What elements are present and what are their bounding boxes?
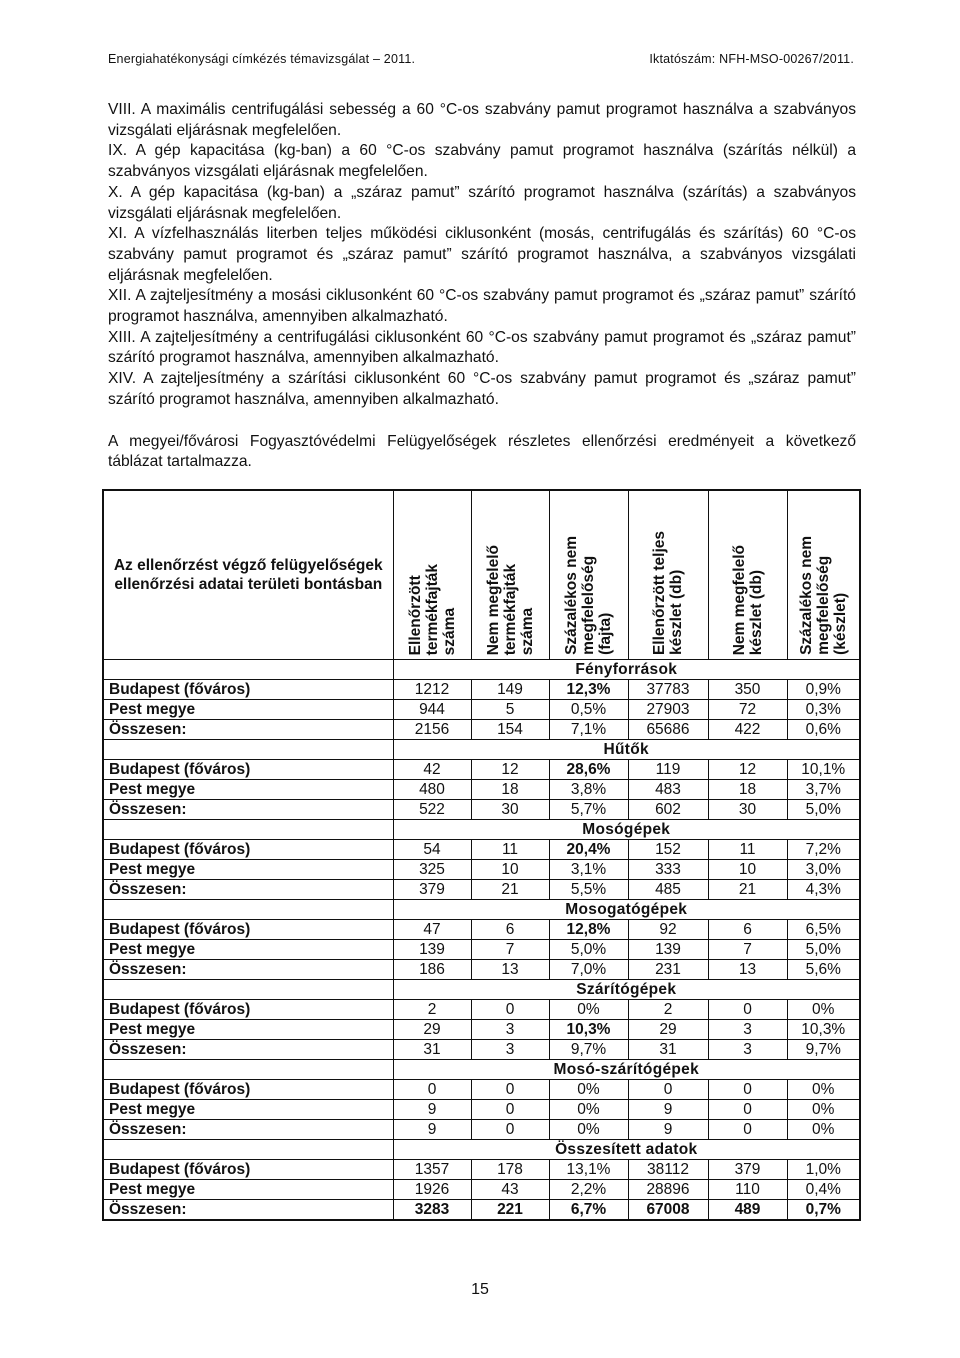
- section-blank-cell: [103, 900, 393, 920]
- row-label: Budapest (főváros): [103, 1000, 393, 1020]
- table-cell: 139: [393, 940, 471, 960]
- table-cell: 1926: [393, 1180, 471, 1200]
- table-row: [103, 1160, 860, 1180]
- table-cell: 333: [628, 860, 708, 880]
- table-cell: 7: [708, 940, 787, 960]
- table-cell: 0,6%: [787, 720, 860, 740]
- table-cell: 110: [708, 1180, 787, 1200]
- table-cell: 480: [393, 780, 471, 800]
- row-label: Összesen:: [103, 1120, 393, 1140]
- section-header-row: [103, 820, 860, 840]
- section-blank-cell: [103, 1060, 393, 1080]
- table-cell: 7,1%: [549, 720, 628, 740]
- table-cell: 0%: [549, 1080, 628, 1100]
- table-cell: 0: [471, 1120, 549, 1140]
- table-cell: 2,2%: [549, 1180, 628, 1200]
- col-header-pct-noncompliance-type: Százalékos nem megfelelőség (fajta): [549, 490, 628, 660]
- row-label: Összesen:: [103, 1200, 393, 1221]
- table-row: [103, 760, 860, 780]
- row-label: Pest megye: [103, 1100, 393, 1120]
- table-cell: 152: [628, 840, 708, 860]
- table-cell: 4,3%: [787, 880, 860, 900]
- table-cell: 0,3%: [787, 700, 860, 720]
- section-blank-cell: [103, 660, 393, 680]
- section-header-row: [103, 1060, 860, 1080]
- table-cell: 0%: [787, 1080, 860, 1100]
- section-title: Mosó-szárítógépek: [393, 1060, 860, 1080]
- header-document-title: Energiahatékonysági címkézés témavizsgálat – 2011.: [108, 52, 416, 66]
- section-title: Összesített adatok: [393, 1140, 860, 1160]
- table-cell: 350: [708, 680, 787, 700]
- table-row: [103, 700, 860, 720]
- table-cell: 12,8%: [549, 920, 628, 940]
- table-cell: 5,5%: [549, 880, 628, 900]
- table-row: [103, 800, 860, 820]
- table-cell: 0: [708, 1080, 787, 1100]
- table-cell: 0%: [549, 1100, 628, 1120]
- table-cell: 5,0%: [549, 940, 628, 960]
- section-blank-cell: [103, 740, 393, 760]
- table-cell: 0%: [787, 1100, 860, 1120]
- table-cell: 29: [393, 1020, 471, 1040]
- col-header-checked-stock: Ellenőrzött teljes készlet (db): [628, 490, 708, 660]
- table-cell: 11: [471, 840, 549, 860]
- table-row: [103, 960, 860, 980]
- table-cell: 47: [393, 920, 471, 940]
- section-header-row: [103, 1140, 860, 1160]
- table-header-row: [103, 490, 860, 660]
- row-label: Pest megye: [103, 940, 393, 960]
- table-row: [103, 1080, 860, 1100]
- body-text: [108, 100, 856, 473]
- table-cell: 18: [471, 780, 549, 800]
- table-cell: 13: [708, 960, 787, 980]
- table-cell: 9: [393, 1120, 471, 1140]
- table-cell: 0: [708, 1000, 787, 1020]
- table-cell: 3,1%: [549, 860, 628, 880]
- section-title: Mosogatógépek: [393, 900, 860, 920]
- row-label: Pest megye: [103, 700, 393, 720]
- paragraph-xii: XII. A zajteljesítmény a mosási ciklusonként 60 °C-os szabvány pamut programot és „száraz pamut” szárító programot használva, amennyiben alkalmazható.: [108, 287, 856, 326]
- table-cell: 483: [628, 780, 708, 800]
- table-cell: 27903: [628, 700, 708, 720]
- table-cell: 9,7%: [787, 1040, 860, 1060]
- row-label: Összesen:: [103, 800, 393, 820]
- section-header-row: [103, 660, 860, 680]
- table-cell: 3: [708, 1020, 787, 1040]
- table-row: [103, 860, 860, 880]
- table-row: [103, 920, 860, 940]
- paragraph-xi: XI. A vízfelhasználás literben teljes működési ciklusonként (mosás, centrifugálás és szárítás) 60 °C-os szabvány pamut programot és „száraz pamut” szárító programot használva, a szabványos vizsgálati eljárásnak megfelelően.: [108, 225, 856, 284]
- paragraph-xiii: XIII. A zajteljesítmény a centrifugálási ciklusonként 60 °C-os szabvány pamut programot és „száraz pamut” szárító programot használva, amennyiben alkalmazható.: [108, 328, 856, 367]
- table-cell: 5,6%: [787, 960, 860, 980]
- col-header-noncompliant-types: Nem megfelelő termékfajták száma: [471, 490, 549, 660]
- table-cell: 37783: [628, 680, 708, 700]
- table-cell: 139: [628, 940, 708, 960]
- table-cell: 602: [628, 800, 708, 820]
- table-cell: 119: [628, 760, 708, 780]
- table-cell: 18: [708, 780, 787, 800]
- table-body: [103, 660, 860, 1221]
- section-header-row: [103, 980, 860, 1000]
- table-cell: 186: [393, 960, 471, 980]
- table-cell: 20,4%: [549, 840, 628, 860]
- section-header-row: [103, 900, 860, 920]
- table-cell: 72: [708, 700, 787, 720]
- row-label: Budapest (főváros): [103, 920, 393, 940]
- table-cell: 3: [471, 1020, 549, 1040]
- table-cell: 0,9%: [787, 680, 860, 700]
- table-cell: 0: [628, 1080, 708, 1100]
- section-title: Hűtők: [393, 740, 860, 760]
- section-blank-cell: [103, 980, 393, 1000]
- table-cell: 0: [393, 1080, 471, 1100]
- row-label: Összesen:: [103, 880, 393, 900]
- table-row: [103, 940, 860, 960]
- table-cell: 9,7%: [549, 1040, 628, 1060]
- table-cell: 7,2%: [787, 840, 860, 860]
- table-row: [103, 1040, 860, 1060]
- table-intro: A megyei/fővárosi Fogyasztóvédelmi Felügyelőségek részletes ellenőrzési eredményeit a következő táblázat tartalmazza.: [108, 432, 856, 471]
- table-cell: 67008: [628, 1200, 708, 1221]
- table-cell: 2156: [393, 720, 471, 740]
- table-row: [103, 1100, 860, 1120]
- table-cell: 0%: [549, 1120, 628, 1140]
- row-label: Pest megye: [103, 780, 393, 800]
- table-cell: 0: [471, 1100, 549, 1120]
- col-header-noncompliant-stock: Nem megfelelő készlet (db): [708, 490, 787, 660]
- table-cell: 2: [628, 1000, 708, 1020]
- table-cell: 10,1%: [787, 760, 860, 780]
- table-cell: 178: [471, 1160, 549, 1180]
- row-label: Budapest (főváros): [103, 760, 393, 780]
- table-row: [103, 1200, 860, 1221]
- paragraph-xiv: XIV. A zajteljesítmény a szárítási ciklusonként 60 °C-os szabvány pamut programot és „száraz pamut” szárító programot használva, amennyiben alkalmazható.: [108, 370, 856, 408]
- row-label: Összesen:: [103, 1040, 393, 1060]
- table-cell: 10: [471, 860, 549, 880]
- table-cell: 5: [471, 700, 549, 720]
- row-label: Összesen:: [103, 960, 393, 980]
- row-label: Pest megye: [103, 1180, 393, 1200]
- table-row: [103, 780, 860, 800]
- table-cell: 2: [393, 1000, 471, 1020]
- paragraph-viii: VIII. A maximális centrifugálási sebesség a 60 °C-os szabvány pamut programot használva a szabványos vizsgálati eljárásnak megfelelően.: [108, 101, 856, 139]
- table-cell: 0,4%: [787, 1180, 860, 1200]
- table-row: [103, 1000, 860, 1020]
- paragraph-x: X. A gép kapacitása (kg-ban) a „száraz pamut” szárító programot használva (szárítás) a szabványos vizsgálati eljárásnak megfelelően.: [108, 183, 856, 222]
- table-cell: 0: [708, 1100, 787, 1120]
- row-label: Budapest (főváros): [103, 1160, 393, 1180]
- table-cell: 31: [393, 1040, 471, 1060]
- row-label: Budapest (főváros): [103, 1080, 393, 1100]
- table-cell: 9: [628, 1100, 708, 1120]
- table-cell: 0%: [787, 1120, 860, 1140]
- table-cell: 12: [471, 760, 549, 780]
- table-cell: 0%: [787, 1000, 860, 1020]
- table-cell: 6: [708, 920, 787, 940]
- table-row: [103, 1180, 860, 1200]
- table-cell: 42: [393, 760, 471, 780]
- table-cell: 38112: [628, 1160, 708, 1180]
- table-cell: 6,5%: [787, 920, 860, 940]
- paragraph-ix: IX. A gép kapacitása (kg-ban) a 60 °C-os szabvány pamut programot használva (szárítás nélkül) a szabványos vizsgálati eljárásnak megfelelően.: [108, 142, 856, 181]
- table-corner-header: Az ellenőrzést végző felügyelőségek ellenőrzési adatai területi bontásban: [103, 490, 393, 660]
- table-cell: 154: [471, 720, 549, 740]
- table-cell: 11: [708, 840, 787, 860]
- table-cell: 13,1%: [549, 1160, 628, 1180]
- table-cell: 7,0%: [549, 960, 628, 980]
- table-cell: 1,0%: [787, 1160, 860, 1180]
- row-label: Pest megye: [103, 860, 393, 880]
- table-cell: 0: [471, 1080, 549, 1100]
- table-cell: 28896: [628, 1180, 708, 1200]
- results-table: [102, 489, 861, 1221]
- table-cell: 10,3%: [787, 1020, 860, 1040]
- table-cell: 489: [708, 1200, 787, 1221]
- table-cell: 0,7%: [787, 1200, 860, 1221]
- table-cell: 0%: [549, 1000, 628, 1020]
- table-cell: 10: [708, 860, 787, 880]
- row-label: Pest megye: [103, 1020, 393, 1040]
- table-cell: 43: [471, 1180, 549, 1200]
- col-header-checked-types: Ellenőrzött termékfajták száma: [393, 490, 471, 660]
- table-cell: 6,7%: [549, 1200, 628, 1221]
- table-cell: 379: [393, 880, 471, 900]
- section-title: Fényforrások: [393, 660, 860, 680]
- section-title: Szárítógépek: [393, 980, 860, 1000]
- header-reference-number: Iktatószám: NFH-MSO-00267/2011.: [649, 52, 854, 66]
- table-cell: 65686: [628, 720, 708, 740]
- table-cell: 9: [628, 1120, 708, 1140]
- table-cell: 5,0%: [787, 940, 860, 960]
- table-cell: 149: [471, 680, 549, 700]
- table-cell: 3: [471, 1040, 549, 1060]
- section-blank-cell: [103, 1140, 393, 1160]
- table-cell: 0,5%: [549, 700, 628, 720]
- table-cell: 13: [471, 960, 549, 980]
- table-cell: 3,7%: [787, 780, 860, 800]
- table-cell: 54: [393, 840, 471, 860]
- table-cell: 1212: [393, 680, 471, 700]
- table-cell: 3,8%: [549, 780, 628, 800]
- row-label: Budapest (főváros): [103, 680, 393, 700]
- page-number: 15: [471, 1281, 489, 1298]
- table-cell: 944: [393, 700, 471, 720]
- table-cell: 3,0%: [787, 860, 860, 880]
- table-cell: 485: [628, 880, 708, 900]
- table-row: [103, 720, 860, 740]
- col-header-pct-noncompliance-stock: Százalékos nem megfelelőség (készlet): [787, 490, 860, 660]
- table-cell: 30: [708, 800, 787, 820]
- table-cell: 28,6%: [549, 760, 628, 780]
- table-cell: 379: [708, 1160, 787, 1180]
- table-cell: 29: [628, 1020, 708, 1040]
- table-cell: 30: [471, 800, 549, 820]
- section-title: Mosógépek: [393, 820, 860, 840]
- table-cell: 5,0%: [787, 800, 860, 820]
- table-cell: 12,3%: [549, 680, 628, 700]
- section-header-row: [103, 740, 860, 760]
- table-row: [103, 840, 860, 860]
- table-row: [103, 1020, 860, 1040]
- table-cell: 21: [708, 880, 787, 900]
- table-cell: 422: [708, 720, 787, 740]
- table-row: [103, 880, 860, 900]
- table-cell: 12: [708, 760, 787, 780]
- row-label: Budapest (főváros): [103, 840, 393, 860]
- section-blank-cell: [103, 820, 393, 840]
- table-cell: 6: [471, 920, 549, 940]
- table-cell: 10,3%: [549, 1020, 628, 1040]
- table-cell: 9: [393, 1100, 471, 1120]
- table-cell: 522: [393, 800, 471, 820]
- table-cell: 92: [628, 920, 708, 940]
- table-cell: 0: [471, 1000, 549, 1020]
- table-cell: 5,7%: [549, 800, 628, 820]
- table-cell: 21: [471, 880, 549, 900]
- row-label: Összesen:: [103, 720, 393, 740]
- table-cell: 0: [708, 1120, 787, 1140]
- table-cell: 1357: [393, 1160, 471, 1180]
- table-row: [103, 1120, 860, 1140]
- table-cell: 221: [471, 1200, 549, 1221]
- table-row: [103, 680, 860, 700]
- table-cell: 3: [708, 1040, 787, 1060]
- table-cell: 3283: [393, 1200, 471, 1221]
- table-cell: 231: [628, 960, 708, 980]
- table-cell: 325: [393, 860, 471, 880]
- table-cell: 31: [628, 1040, 708, 1060]
- table-cell: 7: [471, 940, 549, 960]
